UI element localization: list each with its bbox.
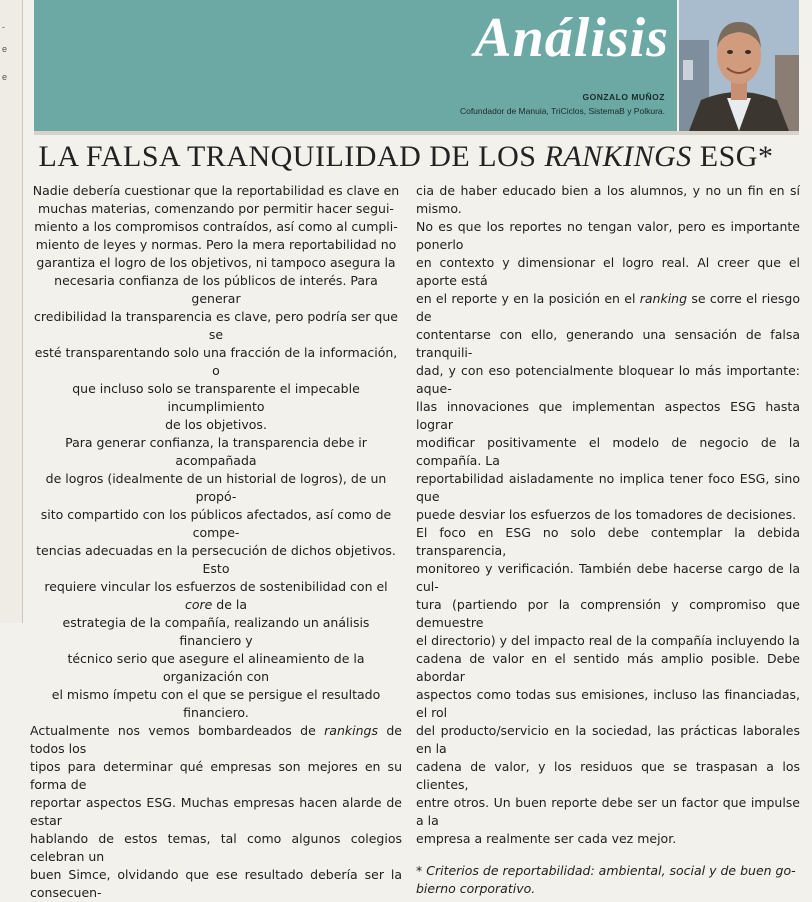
italic-term: rankings <box>324 723 378 738</box>
author-role: Cofundador de Manuia, TriCiclos, SistemaB y Polkura. <box>459 106 665 116</box>
section-banner <box>34 0 677 131</box>
article-column-right <box>416 182 800 898</box>
italic-term: core <box>184 597 213 612</box>
section-title: Análisis <box>474 7 669 69</box>
paragraph-text: cia de haber educado bien a los alumnos, y no un fin en sí mismo. No es que los reportes no tengan valor, pero es importante ponerlo en contexto y dimensionar el logro real. Al creer que el aporte está en el reporte y en la posición en el <box>416 183 800 306</box>
italic-term: ranking <box>639 291 688 306</box>
footnote: * Criterios de reportabilidad: ambiental, social y de buen go- bierno corporativo. <box>416 863 796 896</box>
paragraph <box>30 434 402 722</box>
author-name: GONZALO MUÑOZ <box>582 92 665 102</box>
paragraph: Nadie debería cuestionar que la reportabilidad es clave en muchas materias, comenzando por permitir hacer segui- miento a los compromisos contraídos, así como al cumpli- miento de leyes y normas. Pero la mera reportabilidad no garantiza el logro de los objetivos, ni tampoco asegura la necesaria confianza de los públicos de interés. Para generar credibilidad la transparencia es clave, pero podría ser que se esté transparentando solo una fracción de la información, o que incluso solo se transparente el impecable incumplimiento de los objetivos. <box>32 183 400 432</box>
headline-text: LA FALSA TRANQUILIDAD DE LOS <box>38 140 545 173</box>
paragraph-text: de todos los tipos para determinar qué empresas son mejores en su forma de reportar aspectos ESG. Muchas empresas hacen alarde de estar hablando de estos temas, tal como algunos colegios celebran un buen Simce, olvidando que ese resultado debería ser la consecuen- <box>30 723 402 900</box>
paragraph-text: de la estrategia de la compañía, realizando un análisis financiero y técnico serio que asegure el alineamiento de la organización con el mismo ímpetu con el que se persigue el resultado financiero. <box>51 597 381 720</box>
author-photo <box>679 0 799 131</box>
paragraph-text: se corre el riesgo de contentarse con ello, generando una sensación de falsa tranquili- dad, y con eso potencialmente bloquear lo más importante: aque- llas innovaciones que implementan aspectos ESG hasta lograr modificar positivamente el modelo de negocio de la compañía. La reportabilidad aisladamente no implica tener foco ESG, sino que puede desviar los esfuerzos de los tomadores de decisiones. <box>416 291 801 522</box>
adjacent-text-fragment: e <box>2 72 8 82</box>
adjacent-page-strip <box>0 0 23 623</box>
paragraph: El foco en ESG no solo debe contemplar la debida transparencia, monitoreo y verificación. También debe hacerse cargo de la cul- tura (partiendo por la comprensión y compromiso que demuestre el directorio) y del impacto real de la compañía incluyendo la cadena de valor en el sentido más amplio posible. Debe abordar aspectos como todas sus emisiones, incluso las financiadas, el rol del producto/servicio en la sociedad, las prácticas laborales en la cadena de valor, y los residuos que se traspasan a los clientes, entre otros. Un buen reporte debe ser un factor que impulse a la empresa a realmente ser cada vez mejor. <box>416 525 800 846</box>
paragraph <box>416 182 800 524</box>
paragraph-text: Actualmente nos vemos bombardeados de <box>30 723 325 738</box>
banner-divider <box>34 131 799 135</box>
adjacent-text-fragment: - <box>2 22 5 32</box>
headline-italic-word: RANKINGS <box>544 140 692 173</box>
headline-suffix: ESG* <box>691 140 774 173</box>
article-column-left <box>30 182 402 902</box>
paragraph-text: Para generar confianza, la transparencia debe ir acompañada de logros (idealmente de un historial de logros), de un propó- sito compartido con los públicos afectados, así como de compe- tencias adecuadas en la persecución de dichos objetivos. Esto requiere vincular los esfuerzos de sostenibilidad con el <box>36 435 396 594</box>
article-headline <box>0 140 812 174</box>
paragraph <box>30 722 402 902</box>
adjacent-text-fragment: e <box>2 44 8 54</box>
